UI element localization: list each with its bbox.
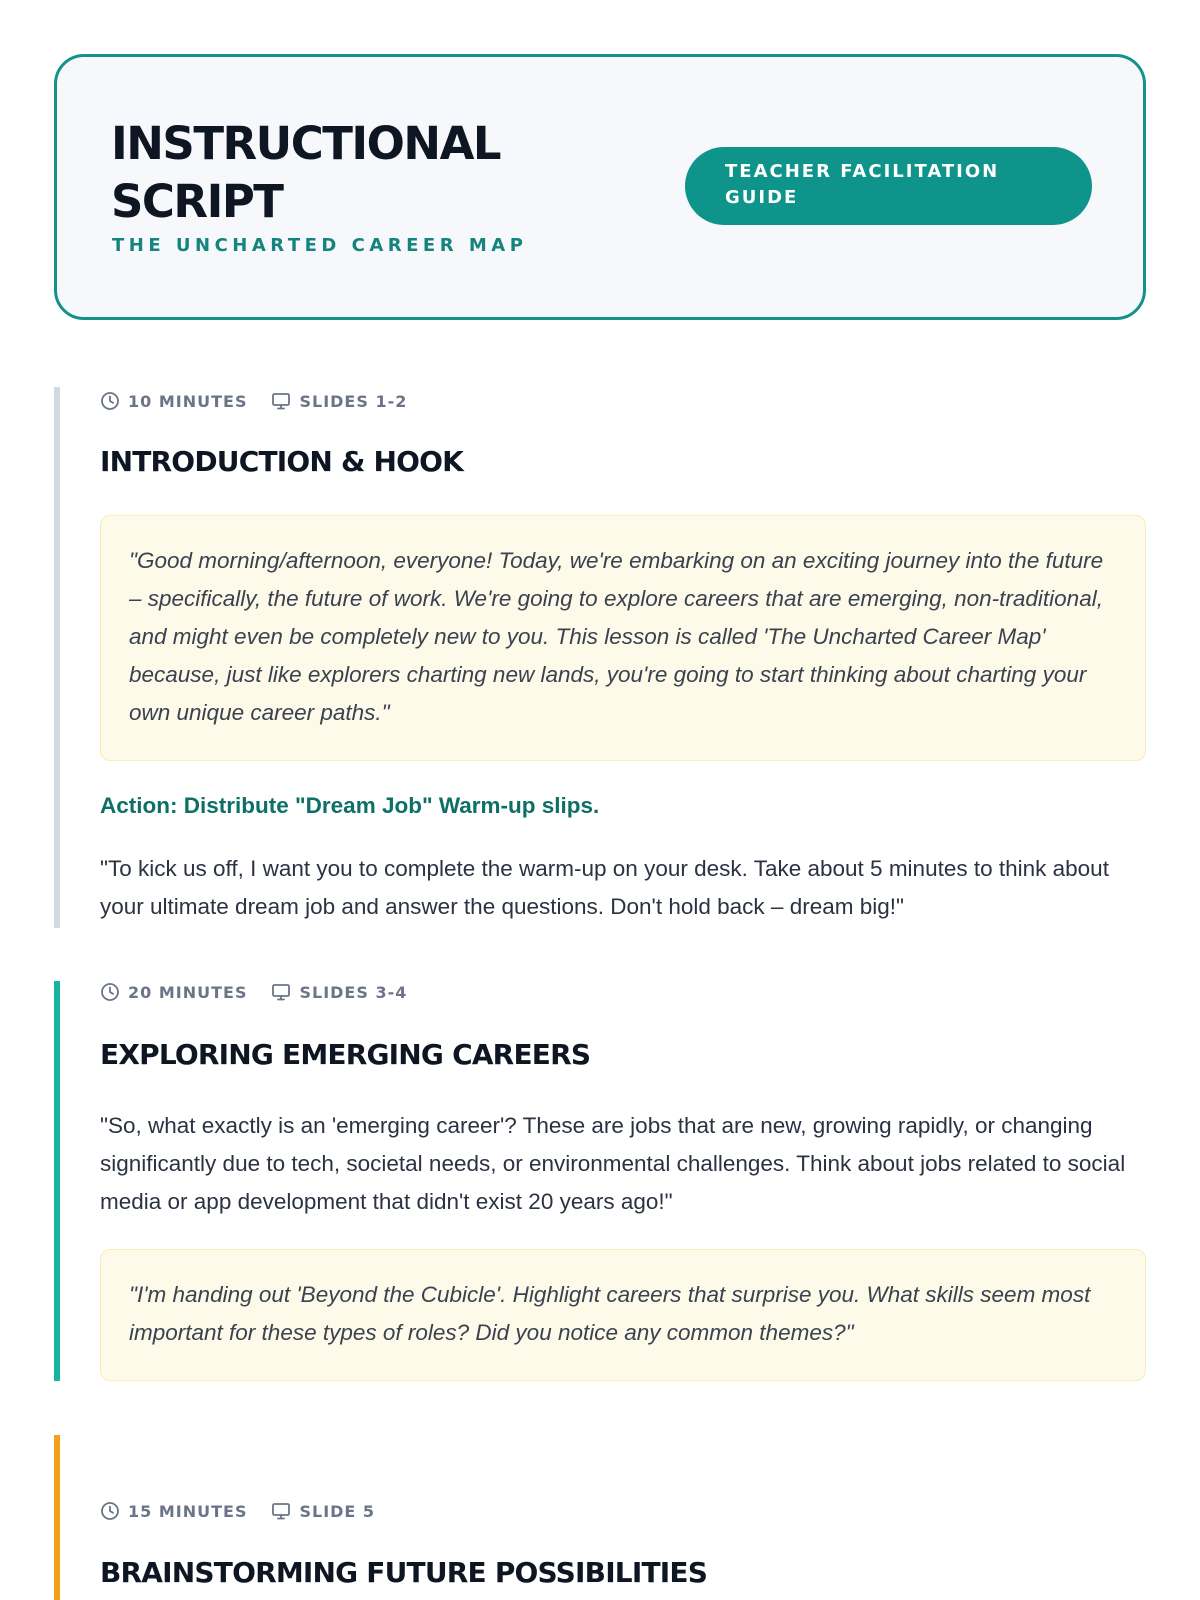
script-quote: "I'm handing out 'Beyond the Cubicle'. Highlight careers that surprise you. What skills seem most important for these types of roles? Did you notice any common themes?" bbox=[100, 1249, 1146, 1381]
duration-label: 20 MINUTES bbox=[128, 982, 248, 1002]
clock-icon bbox=[100, 391, 120, 411]
section-title: EXPLORING EMERGING CAREERS bbox=[100, 1038, 591, 1071]
header-card bbox=[54, 54, 1146, 320]
page-subtitle: THE UNCHARTED CAREER MAP bbox=[112, 235, 528, 256]
section-rail bbox=[54, 1435, 60, 1600]
duration-label: 10 MINUTES bbox=[128, 391, 248, 411]
script-quote: "Good morning/afternoon, everyone! Today, we're embarking on an exciting journey into the future – specifically, the future of work. We're going to explore careers that are emerging, non-traditional, and might even be completely new to you. This lesson is called 'The Uncharted Career Map' because, just like explorers charting new lands, you're going to start thinking about charting your own unique career paths." bbox=[100, 515, 1146, 761]
section-title: BRAINSTORMING FUTURE POSSIBILITIES bbox=[100, 1556, 708, 1589]
clock-icon bbox=[100, 1501, 120, 1521]
page-title: INSTRUCTIONAL SCRIPT bbox=[111, 117, 501, 228]
guide-badge: TEACHER FACILITATION GUIDE bbox=[685, 147, 1092, 225]
section-introduction bbox=[54, 387, 1146, 928]
script-body: "So, what exactly is an 'emerging career'? These are jobs that are new, growing rapidly, or changing significantly due to tech, societal needs, or environmental challenges. Think about jobs related to social media or app development that didn't exist 20 years ago!" bbox=[100, 1113, 1126, 1214]
section-meta bbox=[100, 1500, 375, 1522]
monitor-icon bbox=[271, 1501, 291, 1521]
slides-label: SLIDE 5 bbox=[299, 1501, 376, 1521]
section-meta bbox=[100, 390, 407, 412]
section-meta bbox=[100, 981, 407, 1003]
monitor-icon bbox=[271, 391, 291, 411]
section-title: INTRODUCTION & HOOK bbox=[100, 445, 464, 478]
section-exploring bbox=[54, 981, 1146, 1381]
clock-icon bbox=[100, 982, 120, 1002]
section-brainstorming bbox=[54, 1435, 1146, 1600]
section-rail bbox=[54, 387, 60, 928]
slides-label: SLIDES 1-2 bbox=[299, 391, 408, 411]
script-body: "To kick us off, I want you to complete the warm-up on your desk. Take about 5 minutes to think about your ultimate dream job and answer the questions. Don't hold back – dream big!" bbox=[100, 856, 1109, 919]
section-rail bbox=[54, 981, 60, 1381]
duration-label: 15 MINUTES bbox=[128, 1501, 248, 1521]
action-instruction: Action: Distribute "Dream Job" Warm-up slips. bbox=[100, 793, 600, 818]
monitor-icon bbox=[271, 982, 291, 1002]
slides-label: SLIDES 3-4 bbox=[299, 982, 408, 1002]
